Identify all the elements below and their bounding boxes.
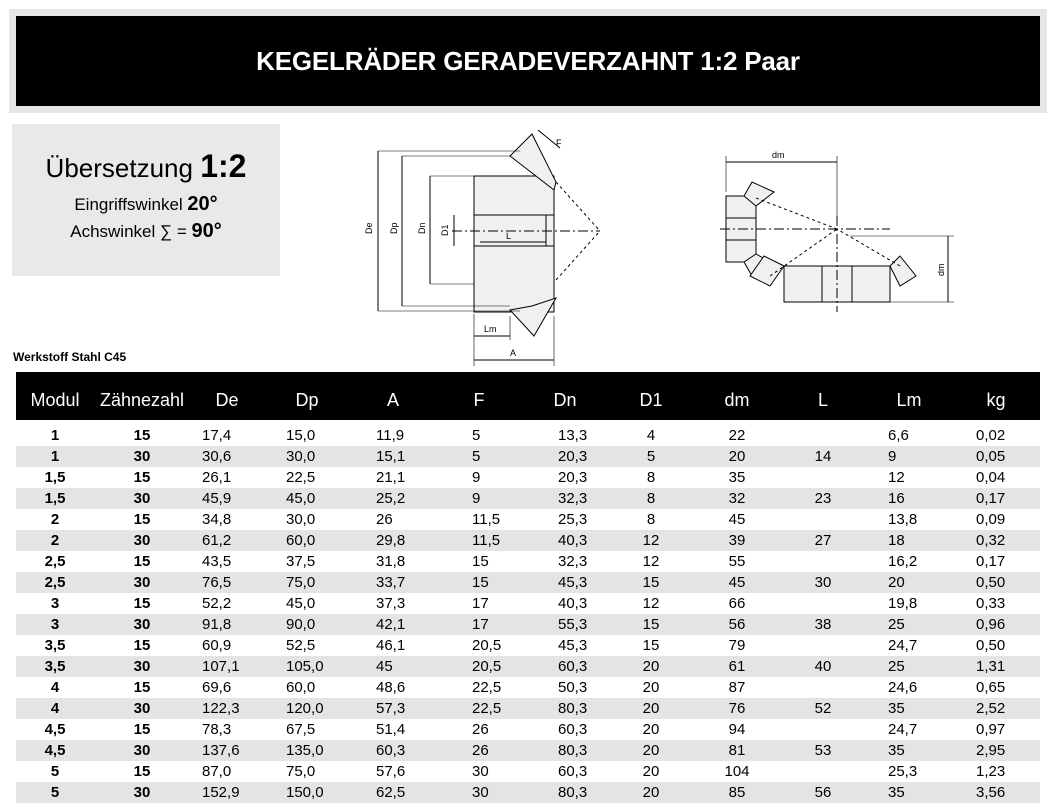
cell-d1: 20 <box>642 720 660 738</box>
cell-lm: 25,3 <box>888 762 918 780</box>
column-header-dm: dm <box>724 390 750 410</box>
cell-lm: 9 <box>888 447 897 465</box>
gear-specs-table <box>16 372 1040 803</box>
label-Dn: Dn <box>417 222 427 234</box>
ratio-value: 1:2 <box>200 148 247 184</box>
cell-dp: 60,0 <box>286 678 316 696</box>
cell-de: 87,0 <box>202 762 232 780</box>
cell-lm: 35 <box>888 783 905 801</box>
cell-a: 62,5 <box>376 783 406 801</box>
table-row <box>16 551 1040 572</box>
cell-dp: 135,0 <box>286 741 324 759</box>
cell-zaehnezahl: 15 <box>133 468 151 486</box>
cell-d1: 15 <box>642 636 660 654</box>
column-header-zaehnezahl: Zähnezahl <box>99 390 185 410</box>
cell-l: 56 <box>814 783 832 801</box>
cell-a: 45 <box>376 657 393 675</box>
cell-de: 137,6 <box>202 741 240 759</box>
cell-modul: 4,5 <box>44 741 66 759</box>
cell-zaehnezahl: 15 <box>133 510 151 528</box>
column-header-d1: D1 <box>639 390 663 410</box>
cell-f: 5 <box>472 447 481 465</box>
cell-dp: 30,0 <box>286 447 316 465</box>
column-header-dp: Dp <box>295 390 319 410</box>
table-body <box>16 420 1040 803</box>
cell-zaehnezahl: 30 <box>133 783 151 801</box>
cell-l: 23 <box>814 489 832 507</box>
cell-modul: 3 <box>50 594 60 612</box>
label-Lm: Lm <box>484 324 497 334</box>
cell-de: 17,4 <box>202 427 232 444</box>
cell-kg: 0,02 <box>976 427 1006 444</box>
cell-dn: 45,3 <box>558 573 588 591</box>
table-row <box>16 420 1040 446</box>
page-title: KEGELRÄDER GERADEVERZAHNT 1:2 Paar <box>256 45 800 76</box>
table-row <box>16 530 1040 551</box>
cell-d1: 15 <box>642 615 660 633</box>
cell-dn: 80,3 <box>558 699 588 717</box>
cell-dm: 76 <box>728 699 746 717</box>
cell-de: 91,8 <box>202 615 232 633</box>
cell-dm: 39 <box>728 531 746 549</box>
cell-d1: 20 <box>642 699 660 717</box>
table-header-row <box>16 372 1040 420</box>
cell-de: 78,3 <box>202 720 232 738</box>
cell-kg: 2,95 <box>976 741 1006 759</box>
cell-modul: 4,5 <box>44 720 66 738</box>
cell-d1: 20 <box>642 741 660 759</box>
cell-f: 22,5 <box>472 678 502 696</box>
cell-dp: 22,5 <box>286 468 316 486</box>
ratio-line <box>12 148 280 185</box>
cell-zaehnezahl: 30 <box>133 531 151 549</box>
cell-a: 29,8 <box>376 531 406 549</box>
cell-modul: 1,5 <box>44 468 66 486</box>
cell-de: 152,9 <box>202 783 240 801</box>
cell-de: 52,2 <box>202 594 232 612</box>
cell-kg: 2,52 <box>976 699 1006 717</box>
cell-kg: 0,50 <box>976 636 1006 654</box>
table-row <box>16 467 1040 488</box>
cell-d1: 20 <box>642 762 660 780</box>
cell-modul: 2,5 <box>44 552 66 570</box>
cell-d1: 12 <box>642 594 660 612</box>
cell-modul: 5 <box>50 783 60 801</box>
cell-dp: 75,0 <box>286 762 316 780</box>
table-row <box>16 509 1040 530</box>
label-L: L <box>506 231 512 241</box>
cell-modul: 4 <box>50 678 60 696</box>
cell-dm: 79 <box>728 636 746 654</box>
cell-zaehnezahl: 15 <box>133 552 151 570</box>
cell-lm: 35 <box>888 699 905 717</box>
cell-a: 26 <box>376 510 393 528</box>
cell-zaehnezahl: 15 <box>133 636 151 654</box>
cell-f: 9 <box>472 489 481 507</box>
label-dm-horizontal: dm <box>772 150 785 160</box>
cell-d1: 12 <box>642 531 660 549</box>
cell-dp: 45,0 <box>286 594 316 612</box>
cell-dn: 60,3 <box>558 762 588 780</box>
cell-f: 20,5 <box>472 636 502 654</box>
cell-modul: 3,5 <box>44 636 66 654</box>
cell-l <box>780 719 866 740</box>
cell-dn: 20,3 <box>558 447 588 465</box>
cell-dp: 75,0 <box>286 573 316 591</box>
cell-lm: 13,8 <box>888 510 918 528</box>
table-row <box>16 656 1040 677</box>
cell-modul: 1,5 <box>44 489 66 507</box>
title-bar <box>16 16 1040 106</box>
cell-dn: 25,3 <box>558 510 588 528</box>
cell-l <box>780 420 866 446</box>
cell-a: 15,1 <box>376 447 406 465</box>
cell-dp: 30,0 <box>286 510 316 528</box>
cell-lm: 25 <box>888 615 905 633</box>
cell-f: 30 <box>472 762 489 780</box>
cell-l <box>780 593 866 614</box>
cell-d1: 12 <box>642 552 660 570</box>
cell-zaehnezahl: 30 <box>133 615 151 633</box>
cell-dn: 50,3 <box>558 678 588 696</box>
cell-f: 17 <box>472 594 489 612</box>
cell-dm: 85 <box>728 783 746 801</box>
cell-zaehnezahl: 30 <box>133 699 151 717</box>
cell-dp: 60,0 <box>286 531 316 549</box>
cell-a: 42,1 <box>376 615 406 633</box>
cell-d1: 5 <box>646 447 656 465</box>
cell-de: 26,1 <box>202 468 232 486</box>
cell-dp: 105,0 <box>286 657 324 675</box>
cell-dm: 35 <box>728 468 746 486</box>
cell-zaehnezahl: 15 <box>133 427 151 444</box>
cell-l: 14 <box>814 447 832 465</box>
cell-de: 122,3 <box>202 699 240 717</box>
cell-dm: 61 <box>728 657 746 675</box>
column-header-f: F <box>473 390 485 410</box>
cell-kg: 0,96 <box>976 615 1006 633</box>
cell-modul: 2 <box>50 510 60 528</box>
cell-l: 40 <box>814 657 832 675</box>
cell-de: 60,9 <box>202 636 232 654</box>
column-header-a: A <box>386 390 399 410</box>
cell-kg: 0,05 <box>976 447 1006 465</box>
cell-f: 15 <box>472 573 489 591</box>
gear-pair-drawing <box>720 150 954 312</box>
cell-zaehnezahl: 15 <box>133 678 151 696</box>
cell-f: 20,5 <box>472 657 502 675</box>
cell-modul: 5 <box>50 762 60 780</box>
cell-modul: 3,5 <box>44 657 66 675</box>
pressure-angle-line <box>12 193 280 216</box>
cell-dm: 22 <box>728 427 746 444</box>
cell-dn: 32,3 <box>558 489 588 507</box>
cell-dn: 80,3 <box>558 741 588 759</box>
cell-a: 60,3 <box>376 741 406 759</box>
cell-dm: 45 <box>728 510 746 528</box>
cell-zaehnezahl: 30 <box>133 741 151 759</box>
cell-d1: 20 <box>642 657 660 675</box>
cell-d1: 4 <box>646 427 656 444</box>
cell-dn: 80,3 <box>558 783 588 801</box>
cell-lm: 16 <box>888 489 905 507</box>
cell-dm: 104 <box>724 762 750 780</box>
cell-a: 25,2 <box>376 489 406 507</box>
cell-l: 53 <box>814 741 832 759</box>
table-row <box>16 614 1040 635</box>
cell-kg: 1,23 <box>976 762 1006 780</box>
label-dm-vertical: dm <box>936 263 946 276</box>
cell-dn: 13,3 <box>558 427 588 444</box>
cell-dn: 60,3 <box>558 720 588 738</box>
cell-dp: 37,5 <box>286 552 316 570</box>
cell-de: 69,6 <box>202 678 232 696</box>
cell-f: 11,5 <box>472 531 501 549</box>
cell-l <box>780 635 866 656</box>
ratio-label: Übersetzung <box>45 153 193 183</box>
cell-de: 43,5 <box>202 552 232 570</box>
cell-l <box>780 467 866 488</box>
cell-a: 57,3 <box>376 699 406 717</box>
cell-f: 26 <box>472 741 489 759</box>
cell-l <box>780 551 866 572</box>
cell-dm: 56 <box>728 615 746 633</box>
cell-dm: 87 <box>728 678 746 696</box>
label-F: F <box>556 138 562 148</box>
cell-l: 52 <box>814 699 832 717</box>
cell-dm: 66 <box>728 594 746 612</box>
cell-kg: 1,31 <box>976 657 1006 675</box>
cell-dn: 40,3 <box>558 594 588 612</box>
cell-l <box>780 761 866 782</box>
table-row <box>16 761 1040 782</box>
cell-dp: 90,0 <box>286 615 316 633</box>
cell-kg: 0,17 <box>976 489 1006 507</box>
cell-f: 11,5 <box>472 510 501 528</box>
table-row <box>16 488 1040 509</box>
cell-d1: 20 <box>642 678 660 696</box>
cell-a: 51,4 <box>376 720 406 738</box>
cell-modul: 2 <box>50 531 60 549</box>
cell-de: 34,8 <box>202 510 232 528</box>
cell-dp: 150,0 <box>286 783 324 801</box>
cell-de: 76,5 <box>202 573 232 591</box>
cell-kg: 3,56 <box>976 783 1006 801</box>
column-header-modul: Modul <box>30 390 80 410</box>
cell-zaehnezahl: 15 <box>133 594 151 612</box>
cell-dp: 120,0 <box>286 699 324 717</box>
column-header-de: De <box>215 390 239 410</box>
table-row <box>16 698 1040 719</box>
axis-angle-label: Achswinkel ∑ = <box>70 222 187 241</box>
cell-dn: 20,3 <box>558 468 588 486</box>
cell-lm: 19,8 <box>888 594 918 612</box>
cell-dp: 52,5 <box>286 636 316 654</box>
table-row <box>16 719 1040 740</box>
cell-dp: 45,0 <box>286 489 316 507</box>
column-header-kg: kg <box>986 390 1006 410</box>
cell-lm: 12 <box>888 468 905 486</box>
cell-zaehnezahl: 15 <box>133 720 151 738</box>
cell-kg: 0,65 <box>976 678 1006 696</box>
table-row <box>16 635 1040 656</box>
cell-lm: 18 <box>888 531 905 549</box>
cell-zaehnezahl: 30 <box>133 489 151 507</box>
cell-lm: 24,6 <box>888 678 918 696</box>
cell-dm: 32 <box>728 489 746 507</box>
pressure-angle-label: Eingriffswinkel <box>74 195 183 214</box>
cell-f: 5 <box>472 427 481 444</box>
cell-modul: 1 <box>50 447 60 465</box>
cell-de: 30,6 <box>202 447 232 465</box>
table-row <box>16 677 1040 698</box>
cell-f: 15 <box>472 552 489 570</box>
cell-dp: 15,0 <box>286 427 316 444</box>
cell-a: 31,8 <box>376 552 406 570</box>
axis-angle-value: 90° <box>191 220 222 242</box>
cell-l: 30 <box>814 573 832 591</box>
cell-kg: 0,09 <box>976 510 1006 528</box>
cell-kg: 0,04 <box>976 468 1006 486</box>
cell-kg: 0,97 <box>976 720 1006 738</box>
cell-zaehnezahl: 15 <box>133 762 151 780</box>
cell-lm: 24,7 <box>888 636 918 654</box>
cell-de: 107,1 <box>202 657 240 675</box>
cell-l <box>780 509 866 530</box>
cell-dn: 32,3 <box>558 552 588 570</box>
table-row <box>16 593 1040 614</box>
cell-kg: 0,33 <box>976 594 1006 612</box>
cell-modul: 1 <box>50 427 60 444</box>
cell-de: 45,9 <box>202 489 232 507</box>
cell-kg: 0,17 <box>976 552 1006 570</box>
axis-angle-line <box>12 220 280 243</box>
cell-lm: 16,2 <box>888 552 918 570</box>
cell-modul: 3 <box>50 615 60 633</box>
pressure-angle-value: 20° <box>187 193 218 215</box>
column-header-l: L <box>817 390 828 410</box>
cell-d1: 8 <box>646 489 656 507</box>
cell-dp: 67,5 <box>286 720 316 738</box>
cell-dm: 20 <box>728 447 746 465</box>
cell-dn: 40,3 <box>558 531 588 549</box>
cell-dn: 55,3 <box>558 615 588 633</box>
cell-modul: 2,5 <box>44 573 66 591</box>
table-row <box>16 572 1040 593</box>
table-row <box>16 446 1040 467</box>
table-row <box>16 782 1040 803</box>
label-D1: D1 <box>440 224 450 236</box>
cell-a: 37,3 <box>376 594 406 612</box>
cell-d1: 20 <box>642 783 660 801</box>
cell-l <box>780 677 866 698</box>
cell-f: 17 <box>472 615 489 633</box>
cell-lm: 25 <box>888 657 905 675</box>
column-header-dn: Dn <box>553 390 577 410</box>
cell-l: 27 <box>814 531 832 549</box>
cell-a: 33,7 <box>376 573 406 591</box>
material-label: Werkstoff Stahl C45 <box>13 350 127 364</box>
cell-d1: 15 <box>642 573 660 591</box>
cell-dn: 60,3 <box>558 657 588 675</box>
cell-kg: 0,32 <box>976 531 1006 549</box>
cell-zaehnezahl: 30 <box>133 657 151 675</box>
cell-d1: 8 <box>646 468 656 486</box>
cell-dm: 81 <box>728 741 746 759</box>
bevel-gear-technical-drawing <box>360 126 960 366</box>
cell-a: 46,1 <box>376 636 406 654</box>
cell-dm: 45 <box>728 573 746 591</box>
cell-l: 38 <box>814 615 832 633</box>
cell-kg: 0,50 <box>976 573 1006 591</box>
cell-a: 21,1 <box>376 468 406 486</box>
cell-f: 26 <box>472 720 489 738</box>
gear-section-drawing <box>364 130 600 366</box>
info-box <box>12 124 280 276</box>
cell-lm: 35 <box>888 741 905 759</box>
label-A: A <box>510 348 517 358</box>
cell-a: 57,6 <box>376 762 406 780</box>
column-header-lm: Lm <box>896 390 922 410</box>
cell-dn: 45,3 <box>558 636 588 654</box>
cell-f: 30 <box>472 783 489 801</box>
cell-de: 61,2 <box>202 531 232 549</box>
cell-d1: 8 <box>646 510 656 528</box>
cell-a: 48,6 <box>376 678 406 696</box>
cell-dm: 55 <box>728 552 746 570</box>
cell-f: 22,5 <box>472 699 502 717</box>
cell-dm: 94 <box>728 720 746 738</box>
cell-lm: 24,7 <box>888 720 918 738</box>
table-row <box>16 740 1040 761</box>
label-De: De <box>364 222 374 234</box>
cell-zaehnezahl: 30 <box>133 447 151 465</box>
label-Dp: Dp <box>389 222 399 234</box>
cell-lm: 20 <box>888 573 905 591</box>
cell-f: 9 <box>472 468 481 486</box>
cell-modul: 4 <box>50 699 60 717</box>
cell-zaehnezahl: 30 <box>133 573 151 591</box>
cell-a: 11,9 <box>376 427 405 444</box>
cell-lm: 6,6 <box>888 427 909 444</box>
